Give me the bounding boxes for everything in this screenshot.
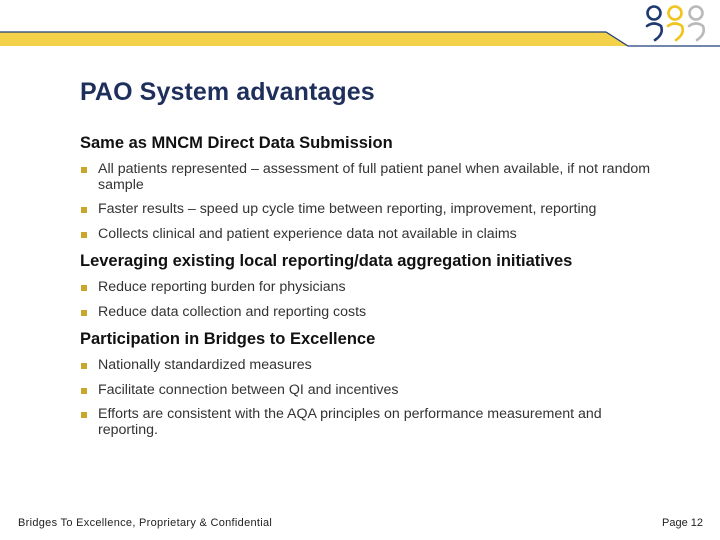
list-item: [80, 383, 660, 399]
list-item: [80, 162, 660, 193]
bullet-square-icon: [81, 388, 87, 394]
section-heading: Participation in Bridges to Excellence: [80, 330, 376, 348]
list-item: [80, 358, 660, 374]
bullet-square-icon: [81, 167, 87, 173]
section-heading: Same as MNCM Direct Data Submission: [80, 134, 393, 152]
bullet-text: Efforts are consistent with the AQA principles on performance measurement and reporting.: [98, 406, 602, 438]
slide-title: PAO System advantages: [80, 78, 375, 106]
bullet-text: All patients represented – assessment of full patient panel when available, if not random sample: [98, 161, 651, 193]
bullet-text: Collects clinical and patient experience data not available in claims: [98, 225, 517, 242]
bullet-text: Reduce data collection and reporting costs: [98, 303, 367, 320]
page-number: Page 12: [662, 517, 703, 529]
footer-confidential: Bridges To Excellence, Proprietary & Confidential: [18, 517, 273, 529]
bullet-list: [80, 280, 660, 320]
slide-content: [80, 133, 660, 447]
list-item: [80, 227, 660, 243]
bullet-text: Faster results – speed up cycle time between reporting, improvement, reporting: [98, 201, 597, 217]
bullet-square-icon: [81, 232, 87, 238]
bullet-square-icon: [81, 412, 87, 418]
list-item: [80, 280, 660, 296]
list-item: [80, 305, 660, 321]
bullet-list: [80, 358, 660, 438]
bullet-square-icon: [81, 207, 87, 213]
logo-people-icon: [640, 2, 720, 46]
bullet-square-icon: [81, 285, 87, 291]
header-bar: [0, 0, 720, 48]
bullet-text: Facilitate connection between QI and incentives: [98, 381, 399, 398]
bullet-text: Nationally standardized measures: [98, 357, 312, 373]
list-item: [80, 407, 660, 438]
bullet-square-icon: [81, 363, 87, 369]
section-heading: Leveraging existing local reporting/data aggregation initiatives: [80, 252, 573, 270]
bullet-list: [80, 162, 660, 242]
bullet-square-icon: [81, 310, 87, 316]
bullet-text: Reduce reporting burden for physicians: [98, 279, 346, 295]
list-item: [80, 202, 660, 218]
